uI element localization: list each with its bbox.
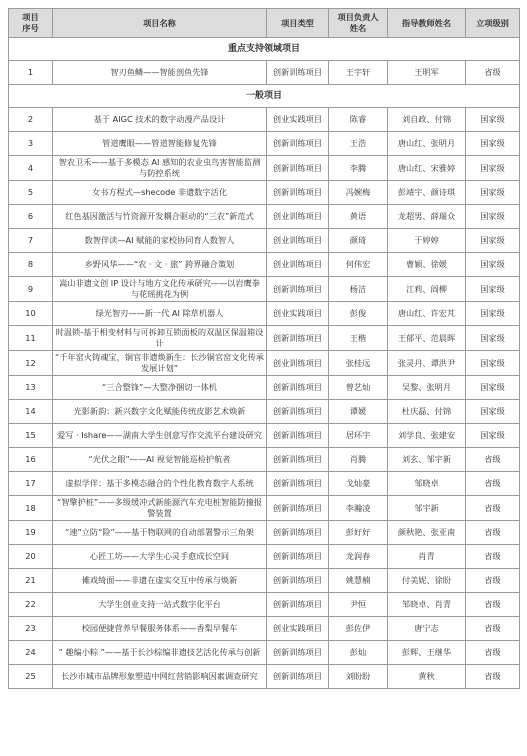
cell-no: 19 [9, 521, 53, 545]
cell-teacher: 张灵丹、谭洪尹 [388, 351, 466, 376]
cell-leader: 何伟宏 [329, 253, 388, 277]
cell-project-name: 乡野风华——“农 · 文 · 旅” 跨界融合策划 [53, 253, 267, 277]
cell-leader: 肖腾 [329, 448, 388, 472]
cell-level: 国家级 [466, 351, 520, 376]
cell-project-type: 创新训练项目 [267, 376, 329, 400]
cell-project-type: 创新训练项目 [267, 448, 329, 472]
cell-project-name: “千年窑火铸魂宝，铜官非遗焕新生：长沙铜官窑文化传承发展计划” [53, 351, 267, 376]
cell-leader: 居环宇 [329, 424, 388, 448]
project-table [8, 8, 520, 689]
cell-teacher: 邹晓卓 [388, 472, 466, 496]
header-level: 立项级别 [466, 9, 520, 38]
section-title: 重点支持领域项目 [9, 38, 520, 61]
table-row [9, 496, 520, 521]
cell-leader: 王宇轩 [329, 61, 388, 85]
section-title: 一般项目 [9, 85, 520, 108]
cell-project-type: 创业训练项目 [267, 351, 329, 376]
cell-project-type: 创新训练项目 [267, 569, 329, 593]
cell-no: 20 [9, 545, 53, 569]
cell-teacher: 彭靖宇、颜诗琪 [388, 181, 466, 205]
cell-teacher: 于婷婷 [388, 229, 466, 253]
cell-teacher: 刘玄、邹宇新 [388, 448, 466, 472]
cell-project-type: 创业实践项目 [267, 617, 329, 641]
cell-project-name: “光伏之眼”——AI 视觉智能巡检护航者 [53, 448, 267, 472]
cell-level: 国家级 [466, 108, 520, 132]
cell-teacher: 吴黎、张明月 [388, 376, 466, 400]
header-name: 项目名称 [53, 9, 267, 38]
cell-project-name: “智擎护桩”——多级缓冲式新能源汽车充电桩智能防撞报警装置 [53, 496, 267, 521]
cell-teacher: 龙超男、薛瑞众 [388, 205, 466, 229]
cell-level: 国家级 [466, 205, 520, 229]
cell-project-name: 光影新韵：新兴数字文化赋能传统皮影艺术焕新 [53, 400, 267, 424]
cell-project-name: 智刃鱼鳞——智能剖鱼先锋 [53, 61, 267, 85]
cell-no: 6 [9, 205, 53, 229]
table-row [9, 376, 520, 400]
cell-project-type: 创业实践项目 [267, 302, 329, 326]
cell-level: 省级 [466, 593, 520, 617]
cell-no: 4 [9, 156, 53, 181]
table-row [9, 156, 520, 181]
cell-leader: 龙润春 [329, 545, 388, 569]
cell-teacher: 曹颖、徐媛 [388, 253, 466, 277]
cell-teacher: 彭辉、王继华 [388, 641, 466, 665]
table-row [9, 181, 520, 205]
cell-teacher: 颜秋艳、张亚南 [388, 521, 466, 545]
cell-level: 国家级 [466, 229, 520, 253]
table-row [9, 132, 520, 156]
section-row [9, 38, 520, 61]
cell-leader: 彭好好 [329, 521, 388, 545]
cell-project-type: 创新训练项目 [267, 521, 329, 545]
table-row [9, 302, 520, 326]
cell-project-name: “速”立防“险”——基于物联网的自动部署警示三角架 [53, 521, 267, 545]
cell-leader: 姚慧楠 [329, 569, 388, 593]
cell-project-name: 时温锁-基于相变材料与可拆卸互锁面板的双温区保温箱设计 [53, 326, 267, 351]
cell-no: 3 [9, 132, 53, 156]
cell-no: 8 [9, 253, 53, 277]
cell-project-type: 创新训练项目 [267, 665, 329, 689]
table-row [9, 472, 520, 496]
cell-leader: 彭佐伊 [329, 617, 388, 641]
header-leader: 项目负责人 姓名 [329, 9, 388, 38]
cell-project-type: 创业训练项目 [267, 253, 329, 277]
cell-leader: 黄语 [329, 205, 388, 229]
cell-leader: 彭灿 [329, 641, 388, 665]
cell-project-type: 创新训练项目 [267, 326, 329, 351]
cell-project-name: 数智伴读—AI 赋能的家校协同育人数智人 [53, 229, 267, 253]
table-row [9, 665, 520, 689]
cell-no: 18 [9, 496, 53, 521]
table-row [9, 448, 520, 472]
cell-leader: 刘盼盼 [329, 665, 388, 689]
cell-no: 16 [9, 448, 53, 472]
header-row [9, 9, 520, 38]
cell-teacher: 唐宁志 [388, 617, 466, 641]
table-row [9, 108, 520, 132]
cell-teacher: 王郁平、范晨晖 [388, 326, 466, 351]
cell-level: 省级 [466, 496, 520, 521]
cell-level: 国家级 [466, 277, 520, 302]
table-row [9, 326, 520, 351]
cell-no: 15 [9, 424, 53, 448]
cell-project-name: 红色基因激活与竹资源开发耦合驱动的“三农”新范式 [53, 205, 267, 229]
cell-no: 22 [9, 593, 53, 617]
cell-no: 12 [9, 351, 53, 376]
cell-project-name: 心匠工坊——大学生心灵手愈成长空间 [53, 545, 267, 569]
cell-teacher: 江莉、阎柳 [388, 277, 466, 302]
cell-level: 省级 [466, 569, 520, 593]
cell-project-name: 女书方程式—shecode 非遗数字活化 [53, 181, 267, 205]
cell-leader: 曾艺灿 [329, 376, 388, 400]
cell-project-name: 智农卫禾——基于多模态 AI 感知的农业虫鸟害智能监测与防控系统 [53, 156, 267, 181]
cell-project-type: 创新训练项目 [267, 641, 329, 665]
cell-no: 10 [9, 302, 53, 326]
cell-level: 国家级 [466, 376, 520, 400]
cell-project-type: 创新训练项目 [267, 424, 329, 448]
cell-level: 国家级 [466, 424, 520, 448]
cell-level: 省级 [466, 521, 520, 545]
cell-no: 9 [9, 277, 53, 302]
cell-project-name: 长沙市城市品牌形象塑造中网红营销影响因素调查研究 [53, 665, 267, 689]
table-row [9, 424, 520, 448]
cell-level: 国家级 [466, 253, 520, 277]
cell-level: 国家级 [466, 132, 520, 156]
cell-leader: 颜琦 [329, 229, 388, 253]
cell-project-type: 创新训练项目 [267, 545, 329, 569]
table-row [9, 641, 520, 665]
cell-level: 省级 [466, 61, 520, 85]
cell-no: 7 [9, 229, 53, 253]
cell-level: 国家级 [466, 156, 520, 181]
cell-project-type: 创新训练项目 [267, 277, 329, 302]
cell-project-type: 创新训练项目 [267, 181, 329, 205]
cell-level: 省级 [466, 472, 520, 496]
table-row [9, 253, 520, 277]
cell-leader: 张桂远 [329, 351, 388, 376]
cell-project-type: 创新训练项目 [267, 472, 329, 496]
table-header [9, 9, 520, 38]
cell-project-type: 创新训练项目 [267, 156, 329, 181]
cell-teacher: 黄秋 [388, 665, 466, 689]
cell-project-type: 创业实践项目 [267, 108, 329, 132]
cell-leader: 王浩 [329, 132, 388, 156]
cell-project-name: 校园便捷营养早餐服务体系——香梨早餐车 [53, 617, 267, 641]
cell-teacher: 王明军 [388, 61, 466, 85]
table-row [9, 351, 520, 376]
cell-project-type: 创新训练项目 [267, 61, 329, 85]
cell-teacher: 邹宇新 [388, 496, 466, 521]
cell-project-type: 创业训练项目 [267, 205, 329, 229]
section-row [9, 85, 520, 108]
cell-leader: 彭俊 [329, 302, 388, 326]
cell-teacher: 唐山红、张明月 [388, 132, 466, 156]
cell-no: 14 [9, 400, 53, 424]
cell-teacher: 邹晓卓、肖青 [388, 593, 466, 617]
table-row [9, 617, 520, 641]
cell-project-name: 管道鹰眼——管道智能修复先锋 [53, 132, 267, 156]
cell-no: 23 [9, 617, 53, 641]
project-list-document [8, 8, 519, 689]
cell-teacher: 唐山红、许宏芃 [388, 302, 466, 326]
cell-no: 24 [9, 641, 53, 665]
cell-project-type: 创新训练项目 [267, 593, 329, 617]
cell-project-name: 基于 AIGC 技术的数字动漫产品设计 [53, 108, 267, 132]
table-row [9, 205, 520, 229]
cell-teacher: 唐山红、宋雅婷 [388, 156, 466, 181]
cell-teacher: 刘学良、张建安 [388, 424, 466, 448]
cell-leader: 尹恒 [329, 593, 388, 617]
cell-project-name: 爱写 · Ishare——湖南大学生创意写作交流平台建设研究 [53, 424, 267, 448]
cell-teacher: 付美妮、徐盼 [388, 569, 466, 593]
cell-no: 11 [9, 326, 53, 351]
table-row [9, 521, 520, 545]
table-row [9, 545, 520, 569]
cell-no: 1 [9, 61, 53, 85]
cell-leader: 王楷 [329, 326, 388, 351]
cell-level: 国家级 [466, 326, 520, 351]
cell-project-name: 嵩山非遗文创 IP 设计与地方文化传承研究——以岩鹰拳与花瑶挑花为例 [53, 277, 267, 302]
cell-no: 21 [9, 569, 53, 593]
cell-leader: 李腾 [329, 156, 388, 181]
cell-leader: 戈灿豪 [329, 472, 388, 496]
cell-no: 13 [9, 376, 53, 400]
table-row [9, 593, 520, 617]
cell-no: 5 [9, 181, 53, 205]
cell-project-name: 大学生创业支持一站式数字化平台 [53, 593, 267, 617]
cell-leader: 陈睿 [329, 108, 388, 132]
cell-project-name: “三合整锋”—大整净捆切一体机 [53, 376, 267, 400]
cell-teacher: 肖青 [388, 545, 466, 569]
cell-leader: 杨洁 [329, 277, 388, 302]
table-row [9, 569, 520, 593]
table-body [9, 38, 520, 689]
cell-project-name: 傩戏绮面——非遗在虚实交互中传承与焕新 [53, 569, 267, 593]
cell-level: 国家级 [466, 181, 520, 205]
header-type: 项目类型 [267, 9, 329, 38]
cell-project-type: 创新训练项目 [267, 400, 329, 424]
table-row [9, 277, 520, 302]
cell-no: 2 [9, 108, 53, 132]
cell-project-type: 创业训练项目 [267, 229, 329, 253]
cell-teacher: 刘自政、付锦 [388, 108, 466, 132]
cell-teacher: 杜庆磊、付锦 [388, 400, 466, 424]
table-row [9, 400, 520, 424]
header-teacher: 指导教师姓名 [388, 9, 466, 38]
cell-leader: 李瀚凌 [329, 496, 388, 521]
header-no: 项目 序号 [9, 9, 53, 38]
cell-level: 省级 [466, 641, 520, 665]
cell-project-name: 绿光智刃——新一代 AI 除草机器人 [53, 302, 267, 326]
table-row [9, 229, 520, 253]
cell-level: 省级 [466, 617, 520, 641]
cell-project-name: 虚拟学伴：基于多模态融合的个性化教育数字人系统 [53, 472, 267, 496]
cell-project-type: 创新训练项目 [267, 132, 329, 156]
cell-level: 省级 [466, 448, 520, 472]
cell-project-type: 创新训练项目 [267, 496, 329, 521]
cell-leader: 谭媛 [329, 400, 388, 424]
cell-leader: 冯婉梅 [329, 181, 388, 205]
cell-no: 17 [9, 472, 53, 496]
cell-level: 省级 [466, 545, 520, 569]
table-row [9, 61, 520, 85]
cell-project-name: ” 趣编小粽 ”——基于长沙棕编非遗技艺活化传承与创新 [53, 641, 267, 665]
cell-no: 25 [9, 665, 53, 689]
cell-level: 国家级 [466, 302, 520, 326]
cell-level: 省级 [466, 665, 520, 689]
cell-level: 国家级 [466, 400, 520, 424]
